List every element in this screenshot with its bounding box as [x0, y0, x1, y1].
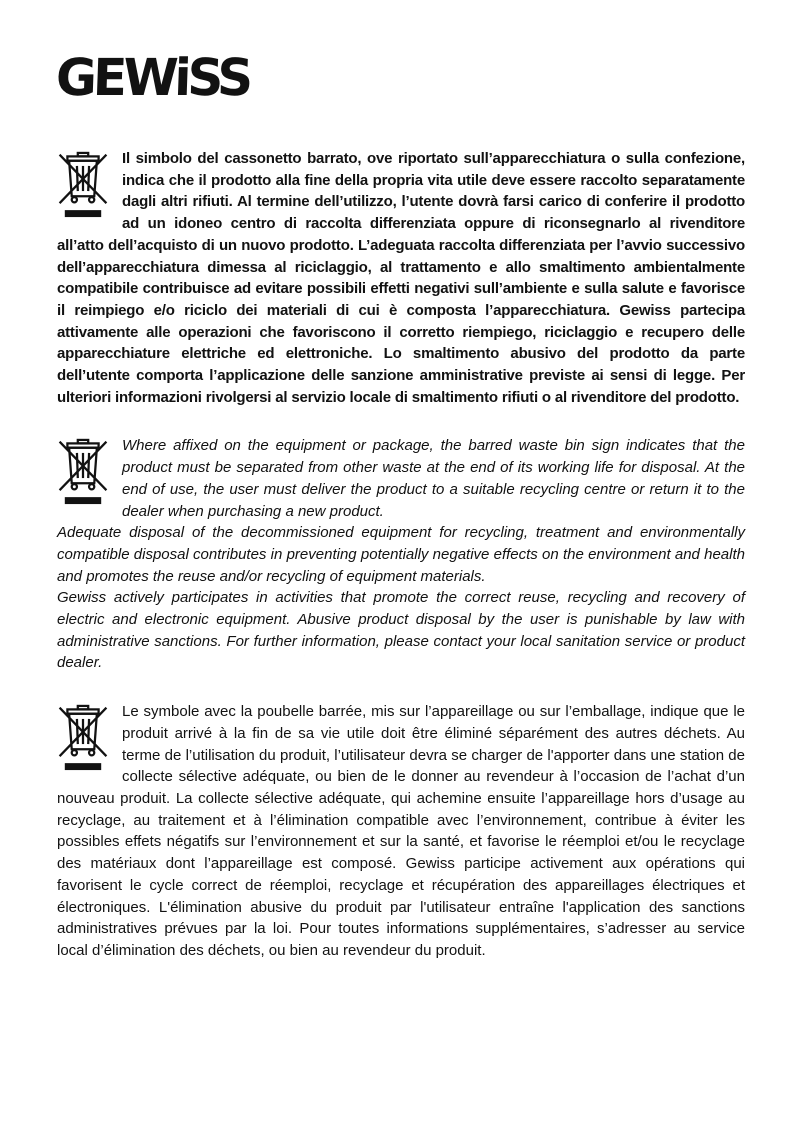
- paragraph-italian: Il simbolo del cassonetto barrato, ove riportato sull’apparecchiatura o sulla confezione, indica che il prodotto alla fine della propria vita utile deve essere raccolto separatamente dagli altri rifiuti. Al termine dell’utilizzo, l’utente dovrà farsi carico di conferire il prodotto ad un idoneo centro di raccolta differenziata oppure di riconsegnarlo al rivenditore all’atto dell’acquisto di un nuovo prodotto. L’adeguata raccolta differenziata per l’avvio successivo dell’apparecchiatura dimessa al riciclaggio, al trattamento e allo smaltimento ambientalmente compatibile contribuisce ad evitare possibili effetti negativi sull’ambiente e sulla salute e favorisce il reimpiego e/o riciclo dei materiali di cui è composta l’apparecchiatura. Gewiss partecipa attivamente alle operazioni che favoriscono il corretto riempiego, riciclaggio e recupero delle apparecchiature elettriche ed elettroniche. Lo smaltimento abusivo del prodotto da parte dell’utente comporta l’applicazione delle sanzione amministrative previste ai sensi di legge. Per ulteriori informazioni rivolgersi al servizio locale di smaltimento rifiuti o al rivenditore del prodotto.: [57, 150, 745, 406]
- section-english: [57, 435, 745, 674]
- weee-crossed-bin-icon: [57, 704, 109, 772]
- gewiss-logo: GEWiSS: [54, 48, 251, 108]
- paragraph-english-2: Adequate disposal of the decommissioned equipment for recycling, treatment and environmentally compatible disposal contributes in preventing potentially negative effects on the environment and health and promotes the reuse and/or recycling of equipment materials.: [57, 524, 745, 585]
- section-french: [57, 701, 745, 961]
- paragraph-english-3: Gewiss actively participates in activities that promote the correct reuse, recycling and recovery of electric and electronic equipment. Abusive product disposal by the user is punishable by law with administrative sanctions. For further information, please contact your local sanitation service or product dealer.: [57, 589, 745, 672]
- paragraph-french: Le symbole avec la poubelle barrée, mis sur l’appareillage ou sur l’emballage, indique que le produit arrivé à la fin de sa vie utile doit être éliminé séparément des autres déchets. Au terme de l’utilisation du produit, l’utilisateur devra se charger de l'apporter dans une station de collecte sélective adéquate, ou bien de le donner au revendeur à l’occasion de l’achat d’un nouveau produit. La collecte sélective adéquate, qui achemine ensuite l’appareillage hors d’usage au recyclage, au traitement et à l’élimination compatible avec l’environnement, contribue à éviter les possibles effets négatifs sur l’environnement et sur la santé, et favorise le réemploi et/ou le recyclage des matériaux dont l’appareillage est composé. Gewiss participe activement aux opérations qui favorisent le cycle correct de réemploi, recyclage et récupération des appareillages électriques et électroniques. L'élimination abusive du produit par l'utilisateur entraîne l'application des sanctions administratives prévues par la loi. Pour toutes informations supplémentaires, s’adresser au service local d’élimination des déchets, ou bien au revendeur du produit.: [57, 703, 745, 959]
- weee-crossed-bin-icon: [57, 438, 109, 506]
- weee-crossed-bin-icon: [57, 151, 109, 219]
- paragraph-english-1: Where affixed on the equipment or package, the barred waste bin sign indicates that the product must be separated from other waste at the end of its working life for disposal. At the end of use, the user must deliver the product to a suitable recycling centre or return it to the dealer when purchasing a new product.: [122, 437, 745, 520]
- section-italian: [57, 148, 745, 408]
